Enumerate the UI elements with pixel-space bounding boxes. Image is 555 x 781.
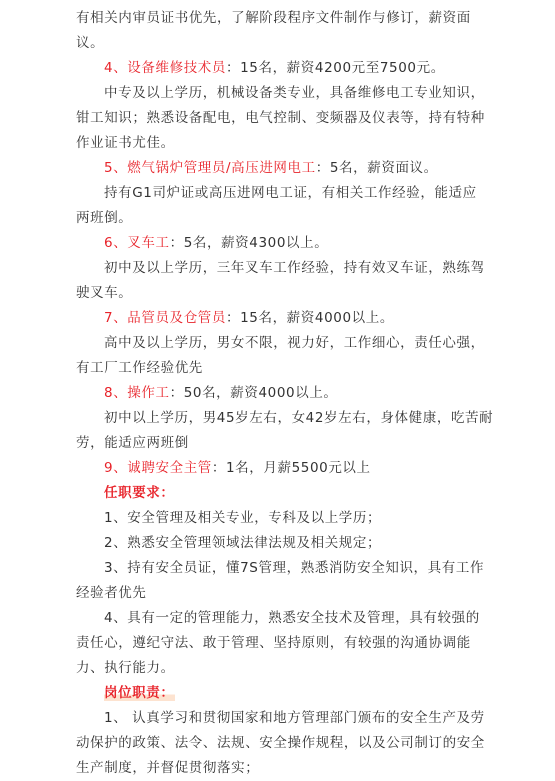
- job-title-line: [76, 456, 495, 481]
- text-line: 经验者优先: [76, 585, 147, 601]
- job-title-line: [76, 381, 495, 406]
- job-title: 8、操作工: [104, 385, 170, 401]
- job-detail: ：15名，薪资4000以上。: [226, 310, 394, 326]
- job-detail: ：15名，薪资4200元至7500元。: [226, 60, 445, 76]
- text-line: 作业证书尤佳。: [76, 135, 175, 151]
- paragraph-line: 中专及以上学历，机械设备类专业，具备维修电工专业知识，: [104, 85, 485, 101]
- paragraph-line: 初中以上学历，男45岁左右，女42岁左右，身体健康，吃苦耐: [104, 410, 494, 426]
- job-title-line: [76, 156, 495, 181]
- text-line: 力、执行能力。: [76, 660, 175, 676]
- paragraph-line: 1、安全管理及相关专业，专科及以上学历；: [104, 510, 382, 526]
- job-title: 7、品管员及仓管员: [104, 310, 226, 326]
- job-detail: ：5名，薪资面议。: [315, 160, 438, 176]
- paragraph-line: 初中及以上学历，三年叉车工作经验，持有效叉车证，熟练驾: [104, 260, 485, 276]
- text-line: 议。: [76, 35, 105, 51]
- paragraph-line: 2、熟悉安全管理领域法律法规及相关规定；: [104, 535, 382, 551]
- text-line: 驶叉车。: [76, 285, 133, 301]
- paragraph-line: 持有G1司炉证或高压进网电工证，有相关工作经验，能适应: [104, 185, 477, 201]
- text-line: 有工厂工作经验优先: [76, 360, 203, 376]
- text-line: 责任心，遵纪守法、敢于管理、坚持原则，有较强的沟通协调能: [76, 635, 471, 651]
- text-line: 两班倒。: [76, 210, 133, 226]
- section-heading: 任职要求：: [104, 485, 175, 501]
- job-detail: ：1名，月薪5500元以上: [211, 460, 371, 476]
- job-title-line: [76, 231, 495, 256]
- job-title-line: [76, 56, 495, 81]
- paragraph-line: 高中及以上学历，男女不限，视力好，工作细心，责任心强，: [104, 335, 485, 351]
- text-line: 有相关内审员证书优先，了解阶段程序文件制作与修订，薪资面: [76, 10, 471, 26]
- section-heading: [76, 681, 495, 706]
- paragraph-line: 4、具有一定的管理能力，熟悉安全技术及管理，具有较强的: [104, 610, 480, 626]
- job-detail: ：5名，薪资4300以上。: [169, 235, 329, 251]
- text-line: 劳，能适应两班倒: [76, 435, 189, 451]
- job-title: 6、叉车工: [104, 235, 170, 251]
- job-title: 4、设备维修技术员: [104, 60, 226, 76]
- job-title-line: [76, 306, 495, 331]
- job-title: 5、燃气锅炉管理员/高压进网电工: [104, 160, 316, 176]
- text-line: 动保护的政策、法令、法规、安全操作规程，以及公司制订的安全: [76, 735, 485, 751]
- paragraph-line: 1、 认真学习和贯彻国家和地方管理部门颁布的安全生产及劳: [104, 710, 485, 726]
- paragraph-line: 3、持有安全员证，懂7S管理，熟悉消防安全知识，具有工作: [104, 560, 485, 576]
- text-line: 钳工知识；熟悉设备配电，电气控制、变频器及仪表等，持有特种: [76, 110, 485, 126]
- text-line: 生产制度，并督促贯彻落实；: [76, 760, 260, 776]
- section-heading-text: 岗位职责：: [104, 685, 175, 701]
- job-title: 9、诚聘安全主管: [104, 460, 212, 476]
- job-detail: ：50名，薪资4000以上。: [169, 385, 338, 401]
